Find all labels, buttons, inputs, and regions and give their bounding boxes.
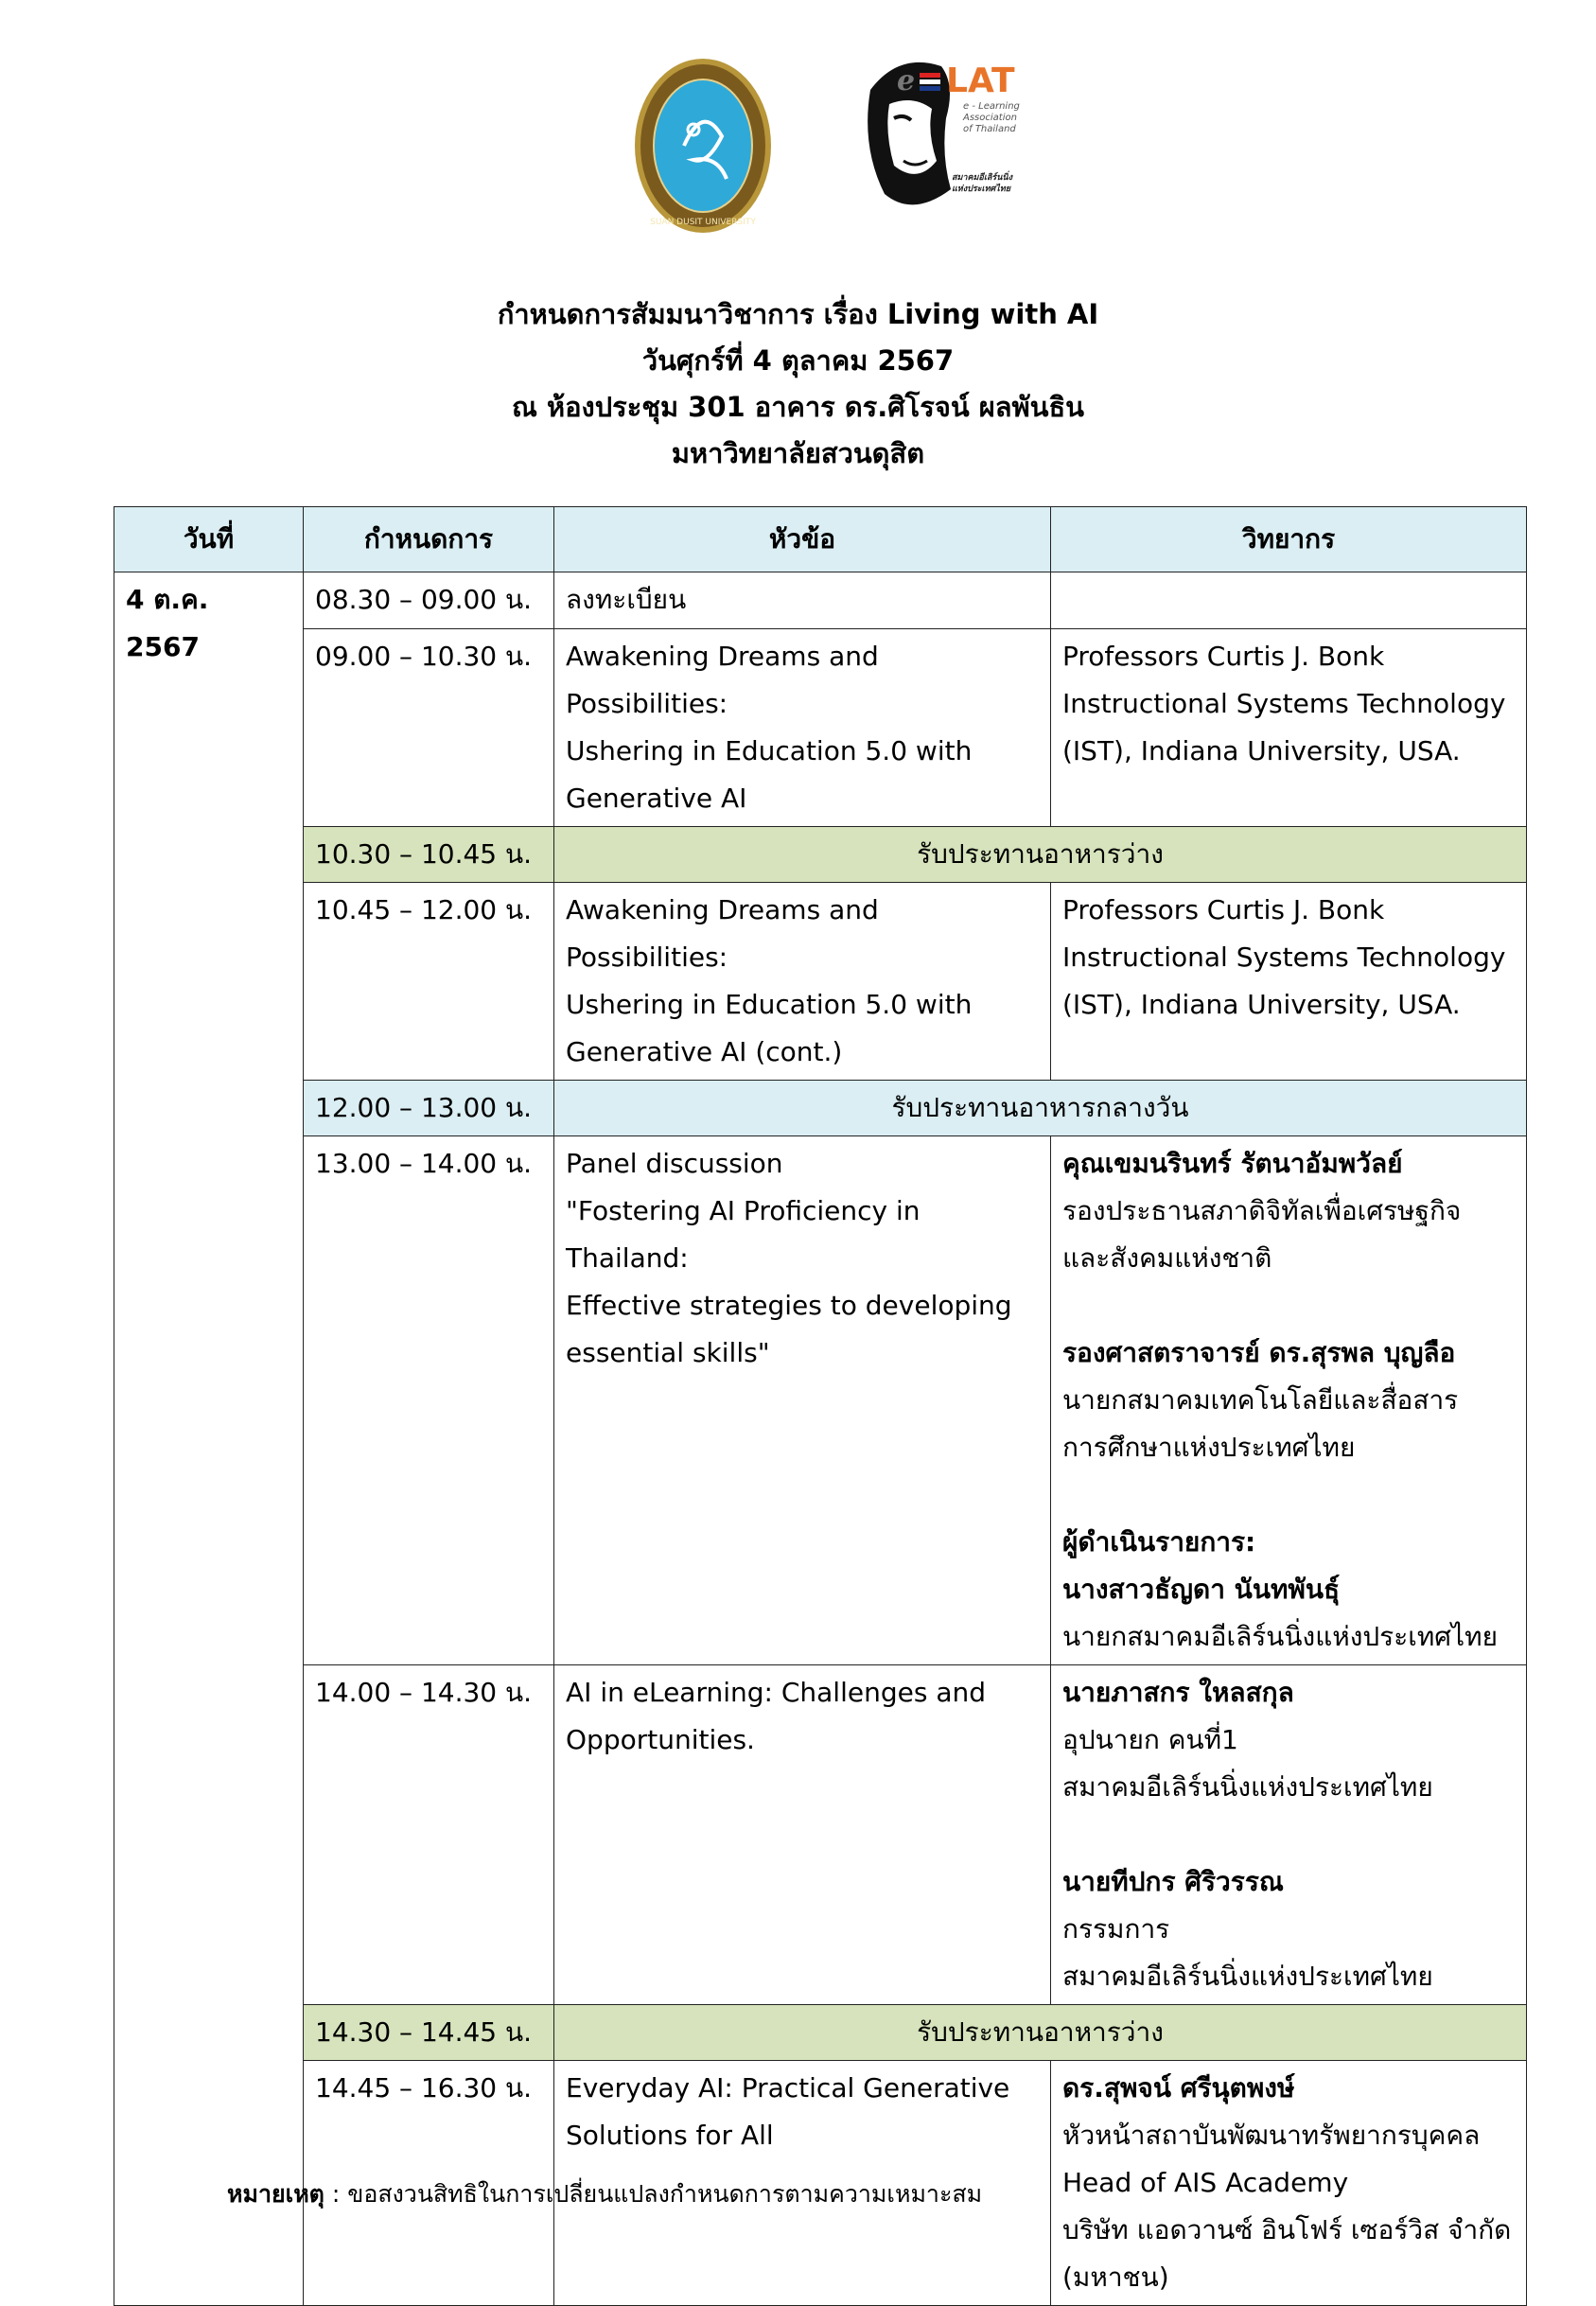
speaker-cell [1051,629,1527,827]
speaker-name: ดร.สุพจน์ ศรีนุตพงษ์ [1062,2072,1295,2104]
topic-line: Generative AI [566,783,747,814]
break-label: รับประทานอาหารว่าง [554,2005,1527,2061]
time-cell: 14.30 – 14.45 น. [304,2005,554,2061]
footnote [227,2175,982,2213]
speaker-name: นางสาวธัญดา นันทพันธุ์ [1062,1574,1341,1605]
topic-cell: ลงทะเบียน [554,572,1051,629]
time-cell: 10.30 – 10.45 น. [304,827,554,883]
speaker-title: สมาคมอีเลิร์นนิ่งแห่งประเทศไทย [1062,1961,1433,1992]
speaker-name: คุณเขมนรินทร์ รัตนาอัมพวัลย์ [1062,1148,1403,1179]
speaker-title: Instructional Systems Technology [1062,688,1506,719]
speaker-title: รองประธานสภาดิจิทัลเพื่อเศรษฐกิจ [1062,1195,1462,1226]
topic-line: Awakening Dreams and Possibilities: [566,894,879,973]
elat-logo [851,52,1079,241]
speaker-title: บริษัท แอดวานซ์ อินโฟร์ เซอร์วิส จำกัด [1062,2214,1512,2245]
elat-e-letter: e [897,64,916,97]
footnote-label: หมายเหตุ [227,2180,324,2208]
topic-line: "Fostering AI Proficiency in Thailand: [566,1195,921,1274]
elat-brand-text: LAT [946,62,1015,100]
heading-venue: ณ ห้องประชุม 301 อาคาร ดร.ศิโรจน์ ผลพันธิน [512,391,1084,423]
elat-subtitle-2: Association [963,113,1017,123]
speaker-title: (มหาชน) [1062,2262,1169,2293]
time-cell: 14.00 – 14.30 น. [304,1665,554,2005]
elat-subtitle-1: e - Learning [963,101,1020,112]
topic-line: Solutions for All [566,2120,774,2151]
topic-line: Effective strategies to developing [566,1290,1012,1321]
speaker-title: สมาคมอีเลิร์นนิ่งแห่งประเทศไทย [1062,1771,1433,1803]
break-row [114,2005,1527,2061]
break-label: รับประทานอาหารกลางวัน [554,1081,1527,1136]
speaker-title: และสังคมแห่งชาติ [1062,1242,1272,1274]
footnote-text: : ขอสงวนสิทธิในการเปลี่ยนแปลงกำหนดการตามความเหมาะสม [324,2180,983,2208]
break-row [114,827,1527,883]
topic-line: Opportunities. [566,1724,755,1755]
header-speaker: วิทยากร [1051,507,1527,572]
speaker-cell [1051,1665,1527,2005]
speaker-title: อุปนายก คนที่1 [1062,1724,1238,1755]
topic-line: Ushering in Education 5.0 with [566,735,973,766]
date-cell: 4 ต.ค. 2567 [114,572,304,2306]
break-row [114,1081,1527,1136]
topic-line: essential skills" [566,1337,770,1368]
time-cell: 12.00 – 13.00 น. [304,1081,554,1136]
document-heading [0,291,1596,477]
header-date: วันที่ [114,507,304,572]
topic-line: Ushering in Education 5.0 with [566,989,973,1020]
topic-line: Generative AI (cont.) [566,1036,843,1067]
speaker-cell [1051,572,1527,629]
speaker-name: Professors Curtis J. Bonk [1062,641,1385,672]
time-cell: 14.45 – 16.30 น. [304,2061,554,2306]
table-row [114,883,1527,1081]
speaker-cell [1051,2061,1527,2306]
moderator-label: ผู้ดำเนินรายการ: [1062,1526,1256,1558]
topic-line: Panel discussion [566,1148,783,1179]
heading-university: มหาวิทยาลัยสวนดุสิต [671,437,925,469]
speaker-name: นายทีปกร ศิริวรรณ [1062,1866,1284,1897]
elat-thai-2: แห่งประเทศไทย [952,185,1010,194]
speaker-cell [1051,1136,1527,1665]
table-row [114,572,1527,629]
speaker-name: นายภาสกร ใหลสกุล [1062,1677,1294,1708]
break-label: รับประทานอาหารว่าง [554,827,1527,883]
topic-line: AI in eLearning: Challenges and [566,1677,987,1708]
time-cell: 10.45 – 12.00 น. [304,883,554,1081]
speaker-title: Head of AIS Academy [1062,2167,1349,2198]
table-header-row [114,507,1527,572]
table-row [114,1665,1527,2005]
topic-line: Everyday AI: Practical Generative [566,2072,1010,2104]
speaker-title: (IST), Indiana University, USA. [1062,735,1461,766]
speaker-name: รองศาสตราจารย์ ดร.สุรพล บุญลือ [1062,1337,1456,1368]
sdu-logo-text: SUAN DUSIT UNIVERSITY [650,218,756,227]
topic-line: Awakening Dreams and Possibilities: [566,641,879,719]
suan-dusit-university-logo [632,56,774,236]
topic-cell [554,1136,1051,1665]
topic-cell [554,629,1051,827]
speaker-title: Instructional Systems Technology [1062,942,1506,973]
speaker-title: (IST), Indiana University, USA. [1062,989,1461,1020]
header-topic: หัวข้อ [554,507,1051,572]
table-row [114,629,1527,827]
speaker-title: กรรมการ [1062,1913,1170,1945]
speaker-title: นายกสมาคมอีเลิร์นนิ่งแห่งประเทศไทย [1062,1621,1498,1652]
header-schedule: กำหนดการ [304,507,554,572]
time-cell: 09.00 – 10.30 น. [304,629,554,827]
time-cell: 08.30 – 09.00 น. [304,572,554,629]
topic-cell [554,1665,1051,2005]
speaker-title: การศึกษาแห่งประเทศไทย [1062,1432,1356,1463]
speaker-title: หัวหน้าสถาบันพัฒนาทรัพยากรบุคคล [1062,2120,1481,2151]
speaker-title: นายกสมาคมเทคโนโลยีและสื่อสาร [1062,1384,1459,1416]
table-row [114,1136,1527,1665]
agenda-table [114,506,1527,2306]
heading-date: วันศุกร์ที่ 4 ตุลาคม 2567 [641,344,955,377]
time-cell: 13.00 – 14.00 น. [304,1136,554,1665]
logo-row [0,52,1596,251]
elat-thai-1: สมาคมอีเลิร์นนิ่ง [952,173,1012,183]
speaker-name: Professors Curtis J. Bonk [1062,894,1385,925]
speaker-cell [1051,883,1527,1081]
topic-cell [554,883,1051,1081]
heading-title: กำหนดการสัมมนาวิชาการ เรื่อง Living with AI [497,298,1099,330]
elat-subtitle-3: of Thailand [963,124,1016,134]
